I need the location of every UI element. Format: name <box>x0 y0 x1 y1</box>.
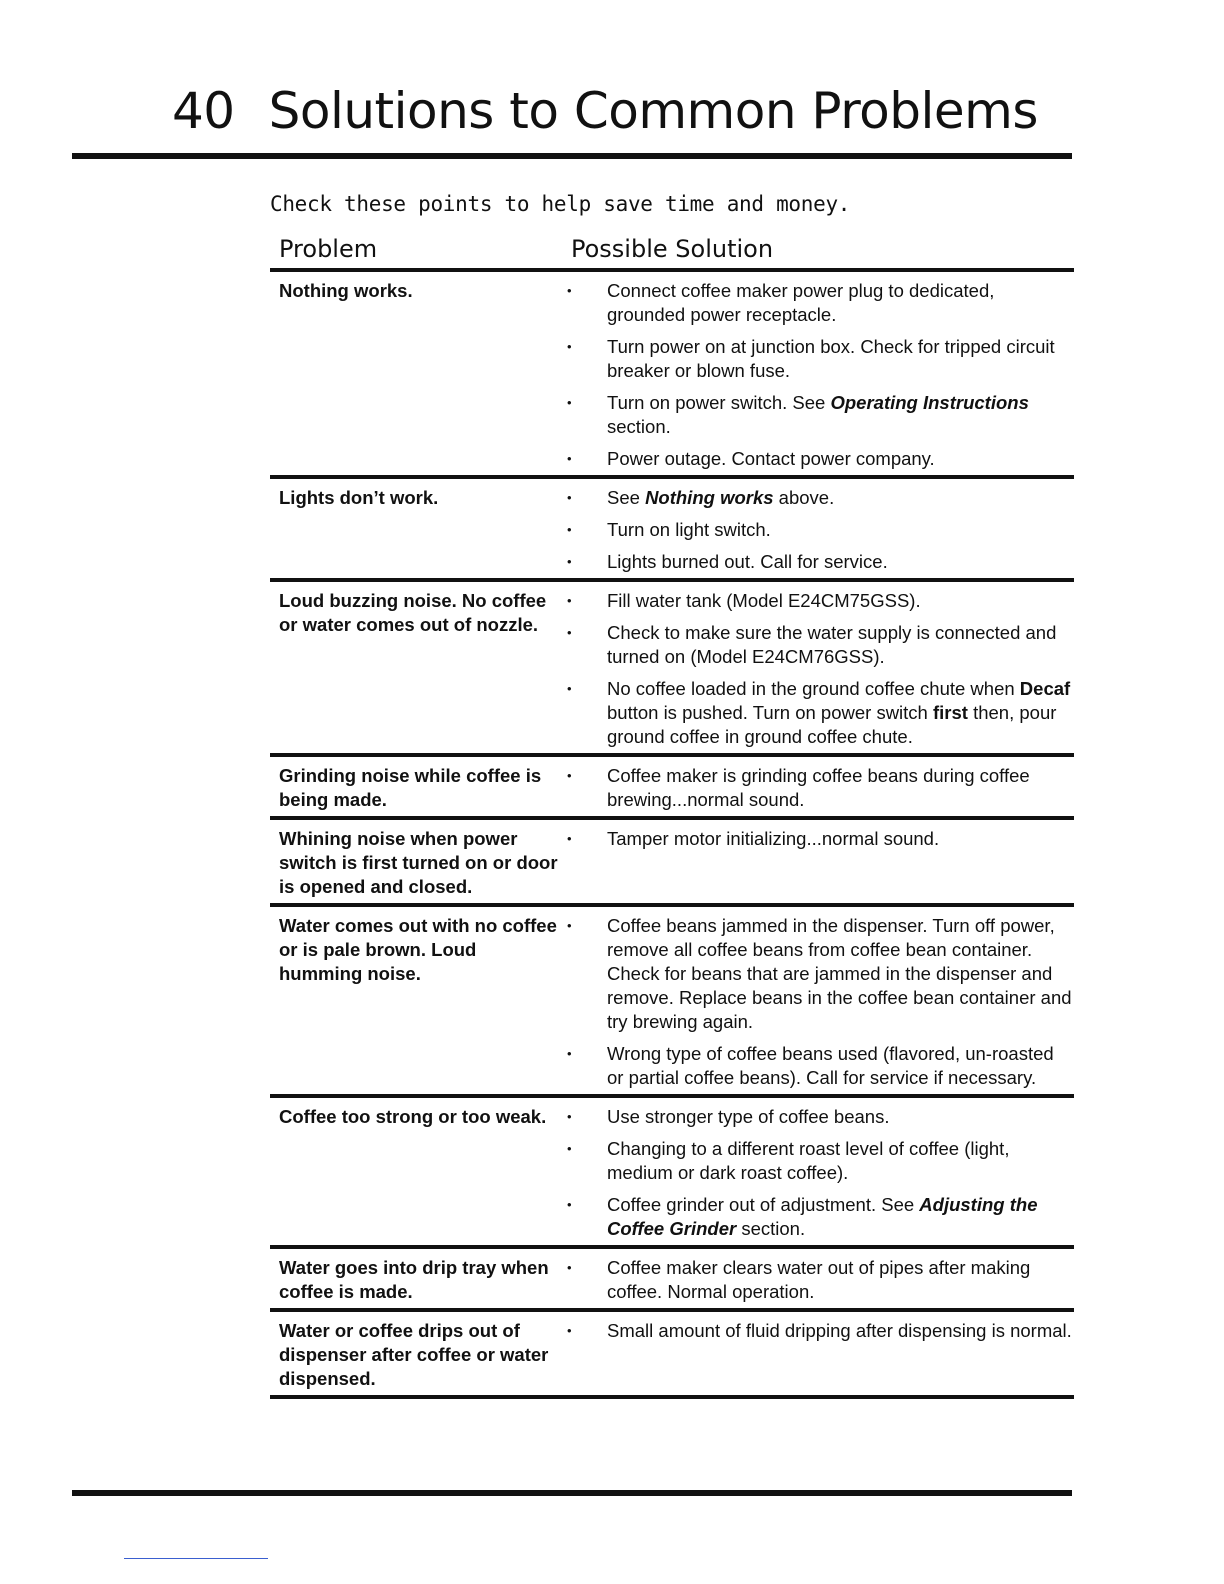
solution-text-pre: No coffee loaded in the ground coffee chute when <box>607 678 1020 699</box>
solution-text-pre: Coffee grinder out of adjustment. See <box>607 1194 920 1215</box>
solution-item <box>559 335 1074 383</box>
solution-text-pre: Connect coffee maker power plug to dedicated, grounded power receptacle. <box>607 280 995 325</box>
solution-text-pre: See <box>607 487 646 508</box>
solution-item <box>559 1256 1074 1304</box>
solution-text-pre: Changing to a different roast level of coffee (light, medium or dark roast coffee). <box>607 1138 1010 1183</box>
solution-column-header: Possible Solution <box>571 235 774 263</box>
solution-item <box>559 1319 1074 1343</box>
page-number: 40 <box>172 82 235 140</box>
solution-text-em: Adjusting the Coffee Grinder <box>607 1194 1038 1239</box>
solution-item <box>559 1042 1074 1090</box>
solution-text-pre: Turn power on at junction box. Check for tripped circuit breaker or blown fuse. <box>607 336 1055 381</box>
solution-item <box>559 279 1074 327</box>
solution-text-pre: Power outage. Contact power company. <box>607 448 935 469</box>
solution-item <box>559 1105 1074 1129</box>
problem-cell: Nothing works. <box>279 280 413 301</box>
solution-item <box>559 1137 1074 1185</box>
solution-item <box>559 486 1074 510</box>
solution-item <box>559 914 1074 1034</box>
page-header <box>172 78 1038 144</box>
solution-text-pre: Lights burned out. Call for service. <box>607 551 888 572</box>
solution-item <box>559 391 1074 439</box>
solution-list <box>559 1319 1074 1391</box>
problem-cell: Whining noise when power switch is first turned on or door is opened and closed. <box>279 828 558 897</box>
solution-text-em: Nothing works <box>645 487 774 508</box>
page-title: Solutions to Common Problems <box>268 82 1038 140</box>
solution-text-bold2: first <box>933 702 968 723</box>
footer-link-underline <box>124 1558 268 1559</box>
solution-list <box>559 1105 1074 1241</box>
solution-item <box>559 621 1074 669</box>
solution-text-mid: button is pushed. Turn on power switch <box>607 702 933 723</box>
solution-text-post: above. <box>773 487 835 508</box>
problem-cell: Grinding noise while coffee is being made. <box>279 765 542 810</box>
solution-text-pre: Wrong type of coffee beans used (flavored, un-roasted or partial coffee beans). Call for service if necessary. <box>607 1043 1054 1088</box>
solution-item <box>559 447 1074 471</box>
solution-text-pre: Fill water tank (Model E24CM75GSS). <box>607 590 921 611</box>
solution-text-pre: Turn on light switch. <box>607 519 771 540</box>
table-row <box>270 1308 1074 1395</box>
solution-list <box>559 1256 1074 1304</box>
solution-list <box>559 486 1074 574</box>
solution-text-pre: Coffee beans jammed in the dispenser. Turn off power, remove all coffee beans from coffee bean container. Check for beans that are jammed in the dispenser and remove. Replace beans in the coffee bean container and try brewing again. <box>607 915 1072 1032</box>
table-row <box>270 578 1074 753</box>
solution-text-pre: Small amount of fluid dripping after dispensing is normal. <box>607 1320 1072 1341</box>
solution-text-pre: Turn on power switch. See <box>607 392 831 413</box>
table-row <box>270 475 1074 578</box>
solution-item <box>559 827 1074 851</box>
solution-text-pre: Tamper motor initializing...normal sound. <box>607 828 940 849</box>
solution-list <box>559 764 1074 812</box>
footer-rule <box>72 1490 1072 1496</box>
solution-item <box>559 677 1074 749</box>
solution-text-em: Operating Instructions <box>830 392 1029 413</box>
solution-item <box>559 764 1074 812</box>
table-row <box>270 1094 1074 1245</box>
solution-text-post: section. <box>736 1218 806 1239</box>
solution-text-pre: Coffee maker is grinding coffee beans during coffee brewing...normal sound. <box>607 765 1030 810</box>
problem-cell: Lights don’t work. <box>279 487 439 508</box>
solution-text-bold1: Decaf <box>1019 678 1071 699</box>
solution-text-post: then, pour ground coffee in ground coffee chute. <box>607 702 1057 747</box>
intro-text: Check these points to help save time and money. <box>270 192 851 216</box>
table-row <box>270 753 1074 816</box>
solution-list <box>559 589 1074 749</box>
problem-cell: Water or coffee drips out of dispenser after coffee or water dispensed. <box>279 1320 549 1389</box>
solution-item <box>559 518 1074 542</box>
problem-cell: Loud buzzing noise. No coffee or water comes out of nozzle. <box>279 590 547 635</box>
solution-item <box>559 550 1074 574</box>
problem-cell: Water comes out with no coffee or is pale brown. Loud humming noise. <box>279 915 557 984</box>
table-row <box>270 903 1074 1094</box>
troubleshooting-table <box>270 268 1074 1399</box>
solution-item <box>559 589 1074 613</box>
problem-cell: Water goes into drip tray when coffee is made. <box>279 1257 549 1302</box>
solution-text-post: section. <box>607 416 671 437</box>
table-row <box>270 1245 1074 1308</box>
solution-list <box>559 914 1074 1090</box>
solution-list <box>559 827 1074 899</box>
table-row <box>270 816 1074 903</box>
solution-list <box>559 279 1074 471</box>
solution-item <box>559 1193 1074 1241</box>
solution-text-pre: Coffee maker clears water out of pipes after making coffee. Normal operation. <box>607 1257 1031 1302</box>
problem-cell: Coffee too strong or too weak. <box>279 1106 547 1127</box>
header-rule <box>72 153 1072 159</box>
problem-column-header: Problem <box>279 235 378 263</box>
solution-text-pre: Use stronger type of coffee beans. <box>607 1106 890 1127</box>
table-row <box>270 268 1074 475</box>
solution-text-pre: Check to make sure the water supply is connected and turned on (Model E24CM76GSS). <box>607 622 1057 667</box>
